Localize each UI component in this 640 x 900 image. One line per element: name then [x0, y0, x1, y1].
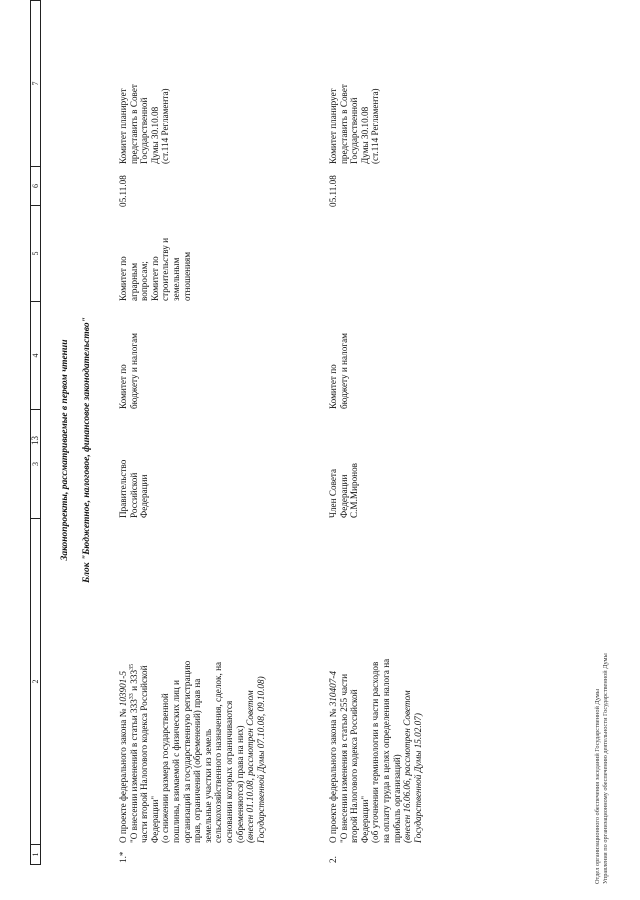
bill-title-line: части второй Налогового кодекса Российской: [139, 665, 150, 843]
bill-summary-line: земельные участки из земель: [202, 728, 213, 843]
initiator: Член Совета Федерации С.М.Миронов: [328, 462, 360, 518]
bill-summary-line: основании которых ограничиваются: [223, 700, 234, 843]
bill-title-line: О проекте федерального закона № 103901-5: [118, 671, 128, 843]
row-number: 1.*: [118, 851, 128, 863]
column-number: 6: [31, 167, 41, 206]
block-title: Блок "Бюджетное, налоговое, финансовое законодательство": [82, 317, 92, 583]
responsible-committee: Комитет по бюджету и налогам: [118, 333, 139, 409]
date: 05.11.08: [328, 175, 338, 207]
bill-summary-line: пошлины, взимаемой с физических лиц и: [170, 680, 181, 843]
bill-summary-line: (обременяются) права на них): [234, 725, 245, 843]
bill-title-line: Федерации": [359, 795, 370, 843]
date: 05.11.08: [118, 175, 128, 207]
bill-summary-line: (об уточнении терминологии в части расходов: [370, 661, 381, 843]
bill-summary-line: прибыль организаций): [391, 754, 402, 843]
bill-summary-line: на оплату труда в целях определения налога на: [380, 658, 391, 843]
note: Комитет планирует представить в Совет Государственной Думы 30.10.08 (ст.114 Регламента): [328, 84, 381, 164]
footer-directorate: Управления по организационному обеспечению деятельности Государственной Думы: [602, 653, 609, 884]
bill-history-line: Государственной Думы 07.10.08, 09.10.08): [255, 676, 266, 843]
bill-history-line: Государственной Думы 15.02.07): [412, 713, 423, 843]
column-number-header: [30, 0, 41, 865]
co-executor-committees: Комитет по аграрным вопросам; Комитет по строительству и земельным отношениям: [118, 237, 192, 301]
initiator: Правительство Российской Федерации: [118, 459, 150, 518]
column-number: 5: [31, 206, 41, 302]
bill-number: 310407-4: [328, 671, 338, 707]
row-number: 2.: [328, 856, 338, 863]
bill-summary-line: прав, ограничений (обременений) прав на: [192, 678, 203, 843]
bill-title-line: второй Налогового кодекса Российской: [349, 689, 360, 843]
column-number: 4: [31, 302, 41, 410]
bill-description: [118, 521, 266, 843]
footer-department: Отдел организационного обеспечения заседаний Государственной Думы: [594, 689, 601, 884]
bill-history-line: (внесен 16.06.06, рассмотрен Советом: [402, 690, 413, 843]
bill-description: [328, 521, 423, 843]
bill-title-line: "О внесении изменений в статьи $333^{33}$ и $333^{35}$: [128, 663, 139, 843]
column-number: 1: [31, 845, 41, 865]
bill-history-line: (внесен 01.10.08, рассмотрен Советом: [245, 690, 256, 843]
bill-title-line: "О внесении изменения в статью 255 части: [338, 673, 349, 843]
bill-summary-line: (о снижении размера государственной: [160, 693, 171, 843]
bill-number: 103901-5: [118, 671, 128, 707]
bill-title-line: Федерации": [149, 795, 160, 843]
page-number: 13: [30, 436, 40, 445]
bill-summary-line: сельскохозяйственного назначения, сделок, на: [213, 661, 224, 843]
column-number: 7: [31, 1, 41, 167]
responsible-committee: Комитет по бюджету и налогам: [328, 333, 349, 409]
bill-title-line: О проекте федерального закона № 310407-4: [328, 671, 338, 843]
bill-summary-line: организаций за государственную регистрацию: [181, 660, 192, 843]
note: Комитет планирует представить в Совет Государственной Думы 30.10.08 (ст.114 Регламента): [118, 84, 171, 164]
column-number: 3: [31, 410, 41, 519]
section-title: Законопроекты, рассматриваемые в первом чтении: [60, 339, 70, 561]
column-number: 2: [31, 519, 41, 845]
